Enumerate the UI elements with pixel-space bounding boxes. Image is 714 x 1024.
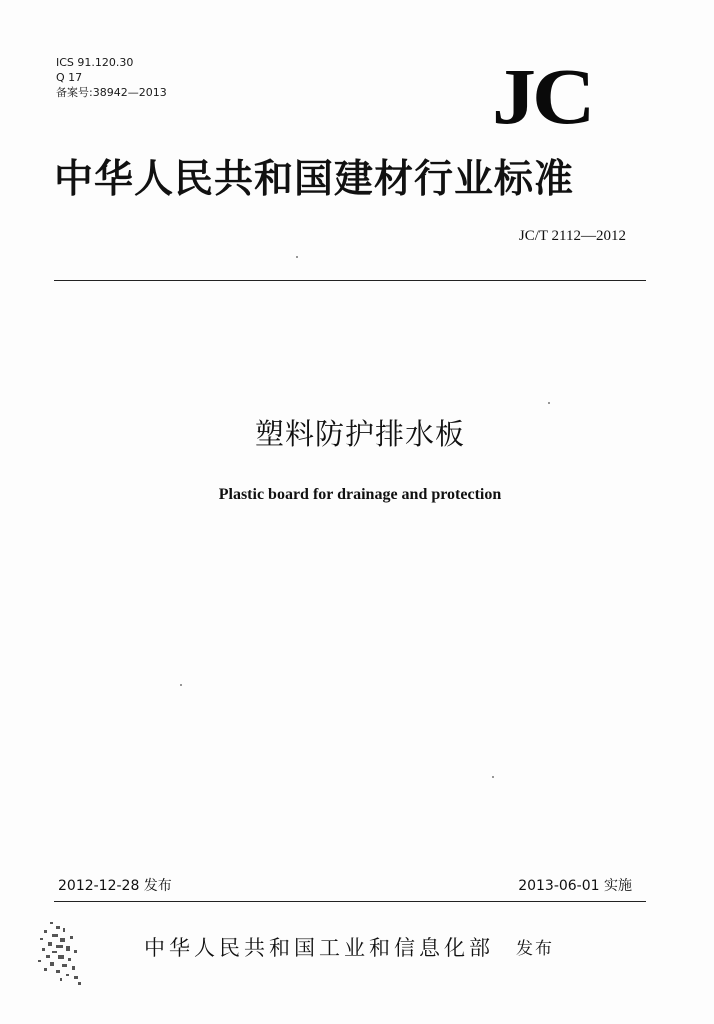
scan-speck (548, 402, 550, 404)
jc-logo: JC (492, 53, 592, 141)
standard-number: JC/T 2112—2012 (518, 228, 626, 244)
issue-date: 2012-12-28 发布 (58, 878, 172, 894)
publisher-name: 中华人民共和国工业和信息化部 (144, 936, 494, 960)
bottom-divider (54, 901, 646, 902)
scan-speck (180, 684, 182, 686)
ccs-code: Q 17 (56, 71, 83, 84)
scan-speck (492, 776, 494, 778)
ics-code: ICS 91.120.30 (56, 56, 134, 69)
document-title-chinese: 塑料防护排水板 (254, 417, 465, 451)
filing-number: 备案号:38942—2013 (56, 86, 167, 99)
scan-stamp-mark (30, 918, 90, 988)
publish-label: 发布 (516, 939, 554, 959)
classification-block (56, 55, 167, 100)
standard-title: 中华人民共和国建材行业标准 (54, 157, 575, 202)
scan-speck (296, 256, 298, 258)
implementation-date: 2013-06-01 实施 (518, 878, 632, 894)
document-title-english: Plastic board for drainage and protection (218, 486, 502, 503)
top-divider (54, 280, 646, 281)
